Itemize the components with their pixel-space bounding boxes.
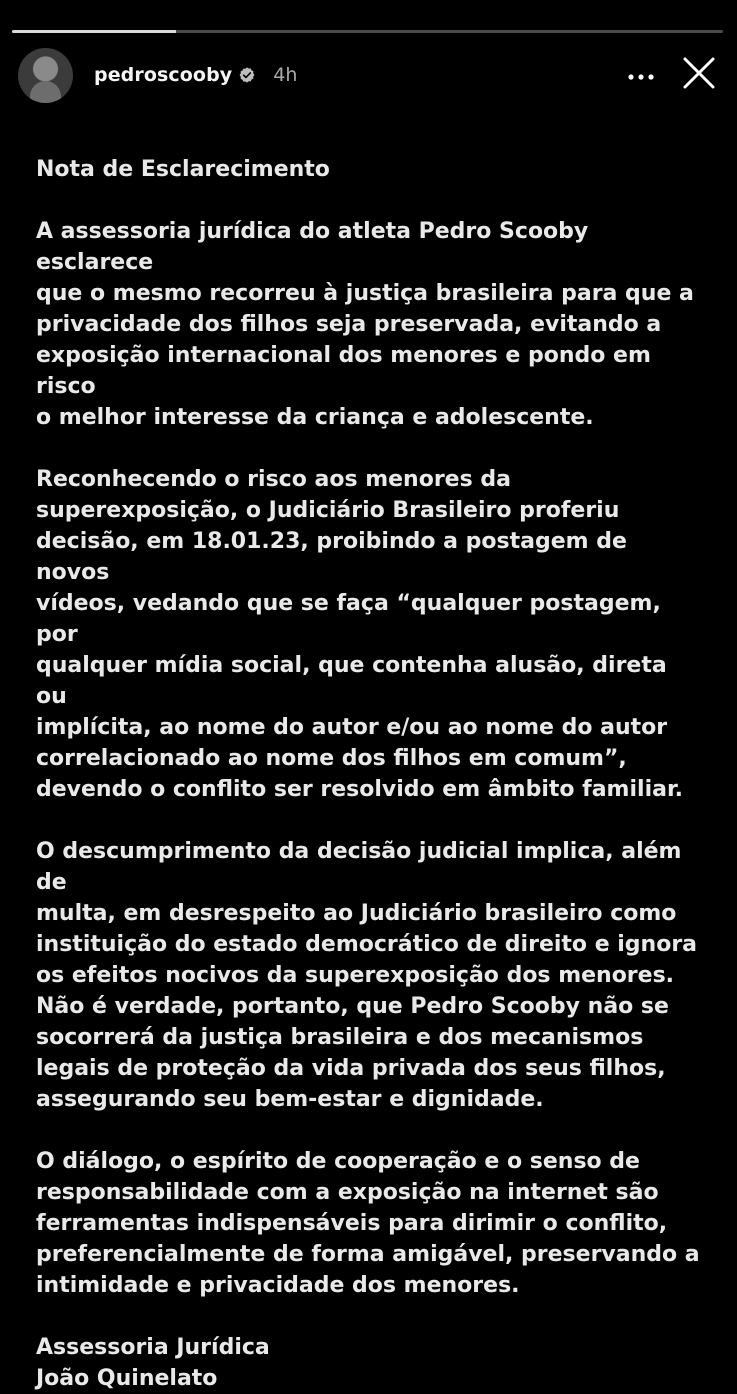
close-button[interactable] <box>679 55 719 95</box>
username[interactable]: pedroscooby <box>94 64 233 86</box>
avatar[interactable] <box>18 48 73 103</box>
story-header <box>18 46 719 104</box>
document-paragraph: Reconhecendo o risco aos menores da superexposição, o Judiciário Brasileiro proferiu decisão, em 18.01.23, proibindo a postagem de novos vídeos, vedando que se faça “qualquer postagem, por qualquer mídia social, que contenha alusão, direta ou implícita, ao nome do autor e/ou ao nome do autor correlacionado ao nome dos filhos em comum”, devendo o conflito ser resolvido em âmbito familiar. <box>36 467 684 802</box>
verified-badge-icon <box>238 66 256 84</box>
document-paragraph: O diálogo, o espírito de cooperação e o senso de responsabilidade com a exposição na internet são ferramentas indispensáveis para dirimir o conflito, preferencialmente de forma amigável, preservando a intimidade e privacidade dos menores. <box>36 1149 700 1298</box>
post-time: 4h <box>273 64 298 86</box>
document-signature: Assessoria Jurídica João Quinelato <box>36 1335 270 1391</box>
story-document <box>36 154 704 1394</box>
close-icon <box>682 56 716 94</box>
document-title: Nota de Esclarecimento <box>36 157 330 182</box>
more-horizontal-icon <box>627 66 655 85</box>
document-paragraph: A assessoria jurídica do atleta Pedro Scooby esclarece que o mesmo recorreu à justiça brasileira para que a privacidade dos filhos seja preservada, evitando a exposição internacional dos menores e pondo em risco o melhor interesse da criança e adolescente. <box>36 219 694 430</box>
story-progress-bar <box>12 30 723 33</box>
more-options-button[interactable] <box>621 55 661 95</box>
document-paragraph: O descumprimento da decisão judicial implica, além de multa, em desrespeito ao Judiciário brasileiro como instituição do estado democrático de direito e ignora os efeitos nocivos da superexposição dos menores. Não é verdade, portanto, que Pedro Scooby não se socorrerá da justiça brasileira e dos mecanismos legais de proteção da vida privada dos seus filhos, assegurando seu bem-estar e dignidade. <box>36 839 698 1112</box>
story-progress-fill <box>12 30 176 33</box>
